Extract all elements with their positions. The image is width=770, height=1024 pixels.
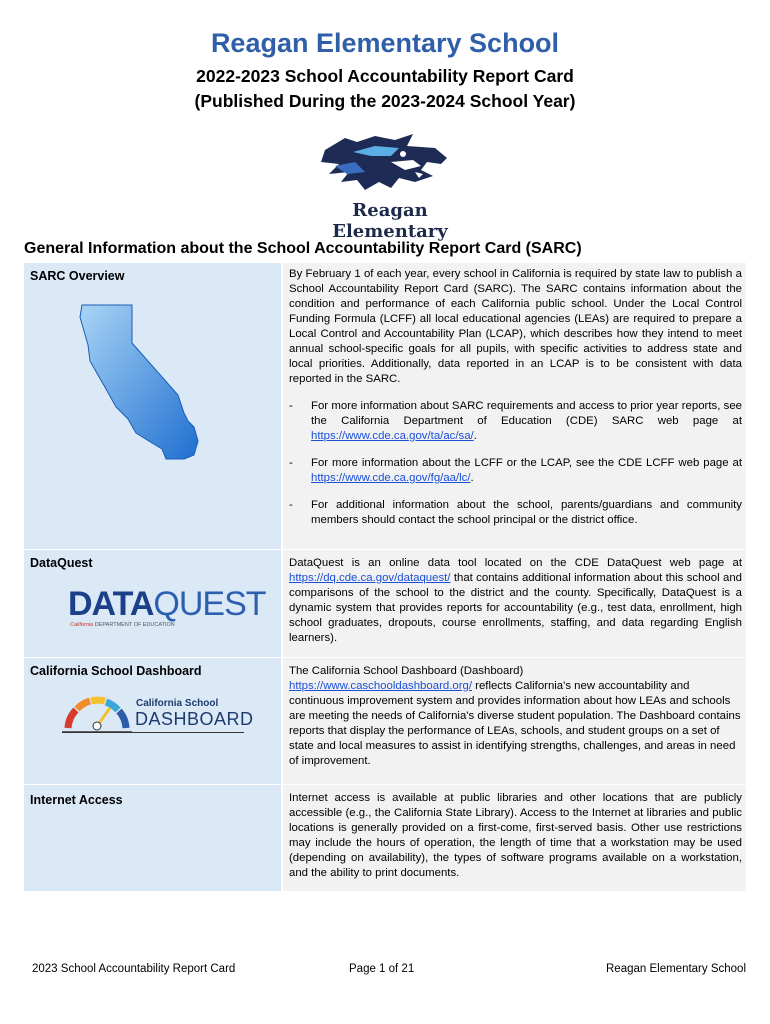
dashboard-text-after: reflects California's new accountability and continuous improvement system and provides information about how LEAs and schools are meeting the needs of California's diverse student population. The Dashboard contains reports that display the performance of LEAs, schools, and student groups on a set of state and local measures to assist in identifying strengths, challenges, and areas in need of improvement. [289, 680, 741, 767]
dashboard-text-first: The California School Dashboard (Dashboard) [289, 665, 524, 677]
dashboard-logo-line1: California School [136, 698, 219, 709]
bullet-end: . [473, 430, 477, 442]
table-row [24, 262, 746, 549]
dashboard-underline [62, 732, 244, 733]
row-label-cell [24, 550, 281, 657]
dataquest-link[interactable]: https://dq.cde.ca.gov/dataquest/ [289, 572, 451, 584]
dataquest-logo-dept: DEPARTMENT OF EDUCATION [94, 622, 175, 628]
lcff-web-page-link[interactable]: https://www.cde.ca.gov/fg/aa/lc/ [311, 472, 471, 484]
sarc-overview-label: SARC Overview [30, 269, 125, 283]
bullet-dash: - [289, 400, 293, 412]
row-content-cell [283, 550, 746, 657]
list-item [289, 498, 742, 528]
wolf-mascot-icon [295, 132, 485, 202]
gauge-icon [62, 696, 132, 734]
row-label-cell [24, 263, 281, 549]
sarc-overview-paragraph: By February 1 of each year, every school in California is required by state law to publish a School Accountability Report Card (SARC). The SARC contains information about the condition and performance of each California public school. Under the Local Control Funding Formula (LCFF) all local educational agencies (LEAs) are required to prepare a Local Control and Accountability Plan (LCAP), which describes how they intend to meet annual school-specific goals for all pupils, with specific activities to address state and local priorities. Additionally, data reported in an LCAP is to be consistent with data reported in the SARC. [289, 268, 742, 385]
row-label-cell [24, 658, 281, 784]
dashboard-logo [62, 696, 254, 736]
table-row [24, 549, 746, 657]
footer-right: Reagan Elementary School [606, 963, 746, 975]
internet-access-text: Internet access is available at public libraries and other locations that are publicly accessible (e.g., the California State Library). Access to the Internet at libraries and public locations is generally provided on a first-come, first-served basis. Other use restrictions may include the hours of operation, the length of time that a workstation may be used (depending on availability), the types of software programs available on a workstation, and the ability to print documents. [289, 792, 742, 879]
dataquest-label: DataQuest [30, 556, 93, 570]
section-heading: General Information about the School Accountability Report Card (SARC) [24, 240, 582, 257]
table-row [24, 784, 746, 891]
bullet-text: For more information about SARC requirements and access to prior year reports, see the California Department of Education (CDE) SARC web page at [311, 400, 742, 427]
california-map-icon [76, 303, 226, 468]
dataquest-logo [68, 585, 266, 636]
school-logo [295, 132, 485, 242]
report-title [0, 64, 770, 114]
sarc-web-page-link[interactable]: https://www.cde.ca.gov/ta/ac/sa/ [311, 430, 474, 442]
bullet-text: For more information about the LCFF or the LCAP, see the CDE LCFF web page at [311, 457, 742, 469]
dashboard-logo-line2: DASHBOARD [135, 709, 254, 729]
row-content-cell [283, 785, 746, 891]
footer-page-number: Page 1 of 21 [349, 963, 415, 975]
bullet-text: For additional information about the school, parents/guardians and community members should contact the school principal or the district office. [311, 499, 742, 526]
table-row [24, 657, 746, 784]
bullet-dash: - [289, 499, 293, 511]
dataquest-logo-data: DATA [68, 585, 154, 623]
list-item [289, 399, 742, 444]
report-title-line2: (Published During the 2023-2024 School Year) [194, 91, 576, 111]
row-content-cell [283, 263, 746, 549]
dataquest-text-after: that contains additional information about this school and comparisons of the school to the district and the county. Specifically, DataQuest is a dynamic system that provides reports for accountability (e.g., test data, enrollment, high school graduates, dropouts, course enrollments, staffing, and data regarding English learners). [289, 572, 742, 644]
logo-text: Reagan Elementary [332, 200, 448, 242]
internet-access-label: Internet Access [30, 793, 123, 807]
sarc-info-table [24, 262, 746, 891]
dataquest-logo-state: California [70, 622, 94, 628]
school-title: Reagan Elementary School [210, 28, 560, 58]
list-item [289, 456, 742, 486]
row-content-cell [283, 658, 746, 784]
report-title-line1: 2022-2023 School Accountability Report Card [196, 66, 574, 86]
row-label-cell [24, 785, 281, 891]
dataquest-logo-quest: QUEST [153, 585, 266, 623]
bullet-end: . [470, 472, 474, 484]
dashboard-label: California School Dashboard [30, 664, 202, 678]
dashboard-link[interactable]: https://www.caschooldashboard.org/ [289, 680, 472, 692]
dataquest-text: DataQuest is an online data tool located on the CDE DataQuest web page at [289, 557, 742, 569]
footer-left: 2023 School Accountability Report Card [32, 963, 236, 975]
bullet-dash: - [289, 457, 293, 469]
